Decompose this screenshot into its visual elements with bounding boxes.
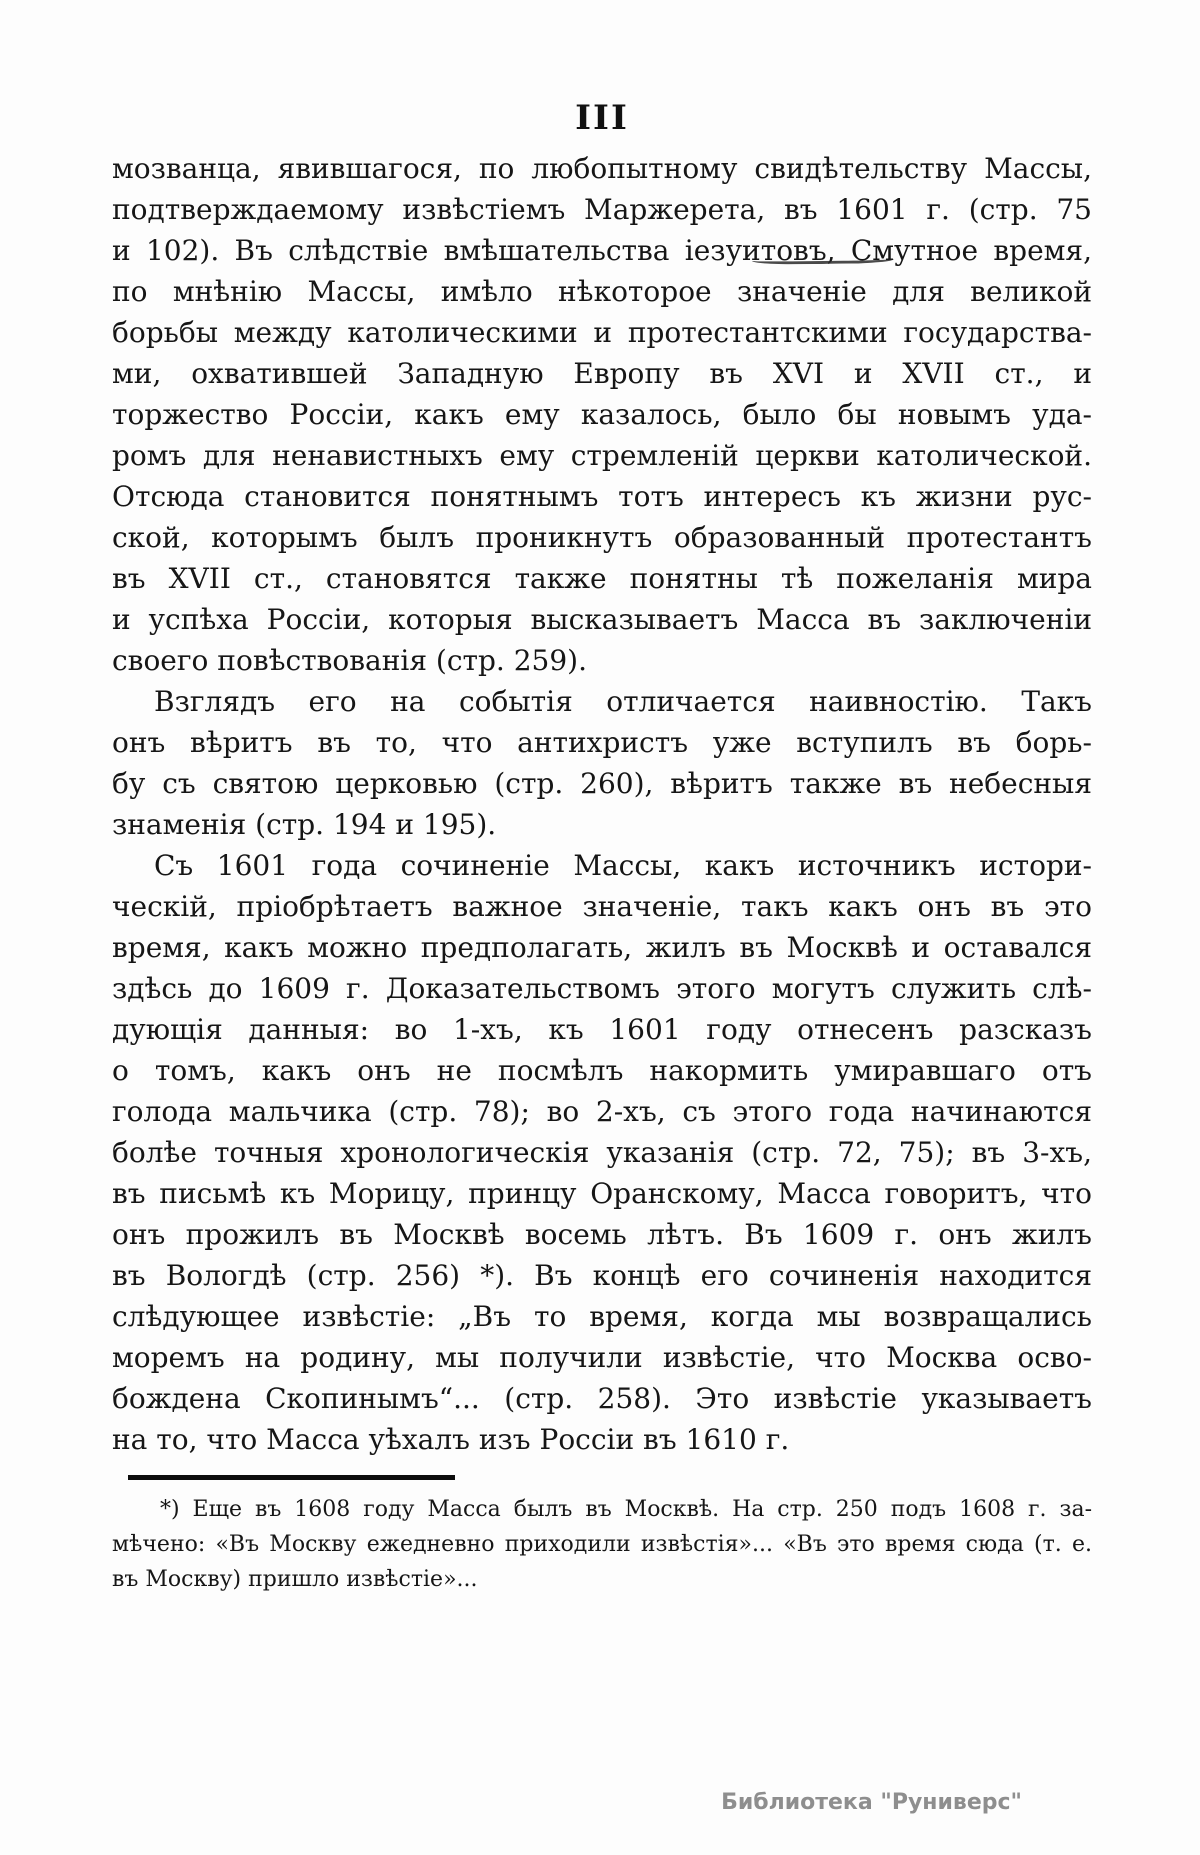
library-watermark: Библиотека "Руниверс" <box>721 1790 1022 1815</box>
body-line: ской, которымъ былъ проникнутъ образованный протестантъ <box>112 521 1092 554</box>
body-line: подтверждаемому извѣстіемъ Маржерета, въ 1601 г. (стр. 75 <box>112 193 1092 226</box>
body-line: бождена Скопинымъ“... (стр. 258). Это извѣстіе указываетъ <box>112 1382 1092 1415</box>
body-line: Отсюда становится понятнымъ тотъ интересъ къ жизни рус- <box>112 480 1092 513</box>
body-line: своего повѣствованія (стр. 259). <box>112 644 587 677</box>
body-line: и успѣха Россіи, которыя высказываетъ Масса въ заключеніи <box>112 603 1092 636</box>
body-line: ми, охватившей Западную Европу въ XVI и XVII ст., и <box>112 357 1092 390</box>
body-line: бу съ святою церковью (стр. 260), вѣритъ также въ небесныя <box>112 767 1092 800</box>
body-line: въ Вологдѣ (стр. 256) *). Въ концѣ его сочиненія находится <box>112 1259 1092 1292</box>
body-line: онъ прожилъ въ Москвѣ восемь лѣтъ. Въ 1609 г. онъ жилъ <box>112 1218 1092 1251</box>
page-number: III <box>575 98 629 138</box>
body-line: мозванца, явившагося, по любопытному свидѣтельству Массы, <box>112 152 1092 185</box>
footnote <box>112 1492 1092 1597</box>
body-line: ромъ для ненавистныхъ ему стремленій церкви католической. <box>112 439 1092 472</box>
body-line: на то, что Масса уѣхалъ изъ Россіи въ 1610 г. <box>112 1423 790 1456</box>
body-line: здѣсь до 1609 г. Доказательствомъ этого могутъ служить слѣ- <box>112 972 1092 1005</box>
body-line: онъ вѣритъ въ то, что антихристъ уже вступилъ въ борь- <box>112 726 1092 759</box>
body-line: дующія данныя: во 1-хъ, къ 1601 году отнесенъ разсказъ <box>112 1013 1092 1046</box>
body-line: время, какъ можно предполагать, жилъ въ Москвѣ и оставался <box>112 931 1092 964</box>
body-line: Взглядъ его на событія отличается наивностію. Такъ <box>154 685 1092 718</box>
body-text <box>112 148 1092 1460</box>
footnote-separator <box>128 1475 455 1480</box>
body-line: Съ 1601 года сочиненіе Массы, какъ источникъ истори- <box>154 849 1092 882</box>
body-line: знаменія (стр. 194 и 195). <box>112 808 497 841</box>
body-line: моремъ на родину, мы получили извѣстіе, что Москва осво- <box>112 1341 1092 1374</box>
body-line: борьбы между католическими и протестантскими государства- <box>112 316 1092 349</box>
body-line: въ письмѣ къ Морицу, принцу Оранскому, Масса говоритъ, что <box>112 1177 1092 1210</box>
footnote-line: мѣчено: «Въ Москву ежедневно приходили извѣстія»... «Въ это время сюда (т. е. <box>112 1532 1092 1557</box>
body-line: торжество Россіи, какъ ему казалось, было бы новымъ уда- <box>112 398 1092 431</box>
body-line: слѣдующее извѣстіе: „Въ то время, когда мы возвращались <box>112 1300 1092 1333</box>
footnote-line: *) Еще въ 1608 году Масса былъ въ Москвѣ. На стр. 250 подъ 1608 г. за- <box>160 1497 1092 1522</box>
body-line: болѣе точныя хронологическія указанія (стр. 72, 75); въ 3-хъ, <box>112 1136 1092 1169</box>
body-line: въ XVII ст., становятся также понятны тѣ пожеланія мира <box>112 562 1092 595</box>
body-line: голода мальчика (стр. 78); во 2-хъ, съ этого года начинаются <box>112 1095 1092 1128</box>
body-line: ческій, пріобрѣтаетъ важное значеніе, такъ какъ онъ въ это <box>112 890 1092 923</box>
footnote-line: въ Москву) пришло извѣстіе»... <box>112 1567 478 1592</box>
body-line: о томъ, какъ онъ не посмѣлъ накормить умиравшаго отъ <box>112 1054 1092 1087</box>
body-line: по мнѣнію Массы, имѣло нѣкоторое значеніе для великой <box>112 275 1092 308</box>
body-line: и 102). Въ слѣдствіе вмѣшательства іезуитовъ, Смутное время, <box>112 234 1092 267</box>
